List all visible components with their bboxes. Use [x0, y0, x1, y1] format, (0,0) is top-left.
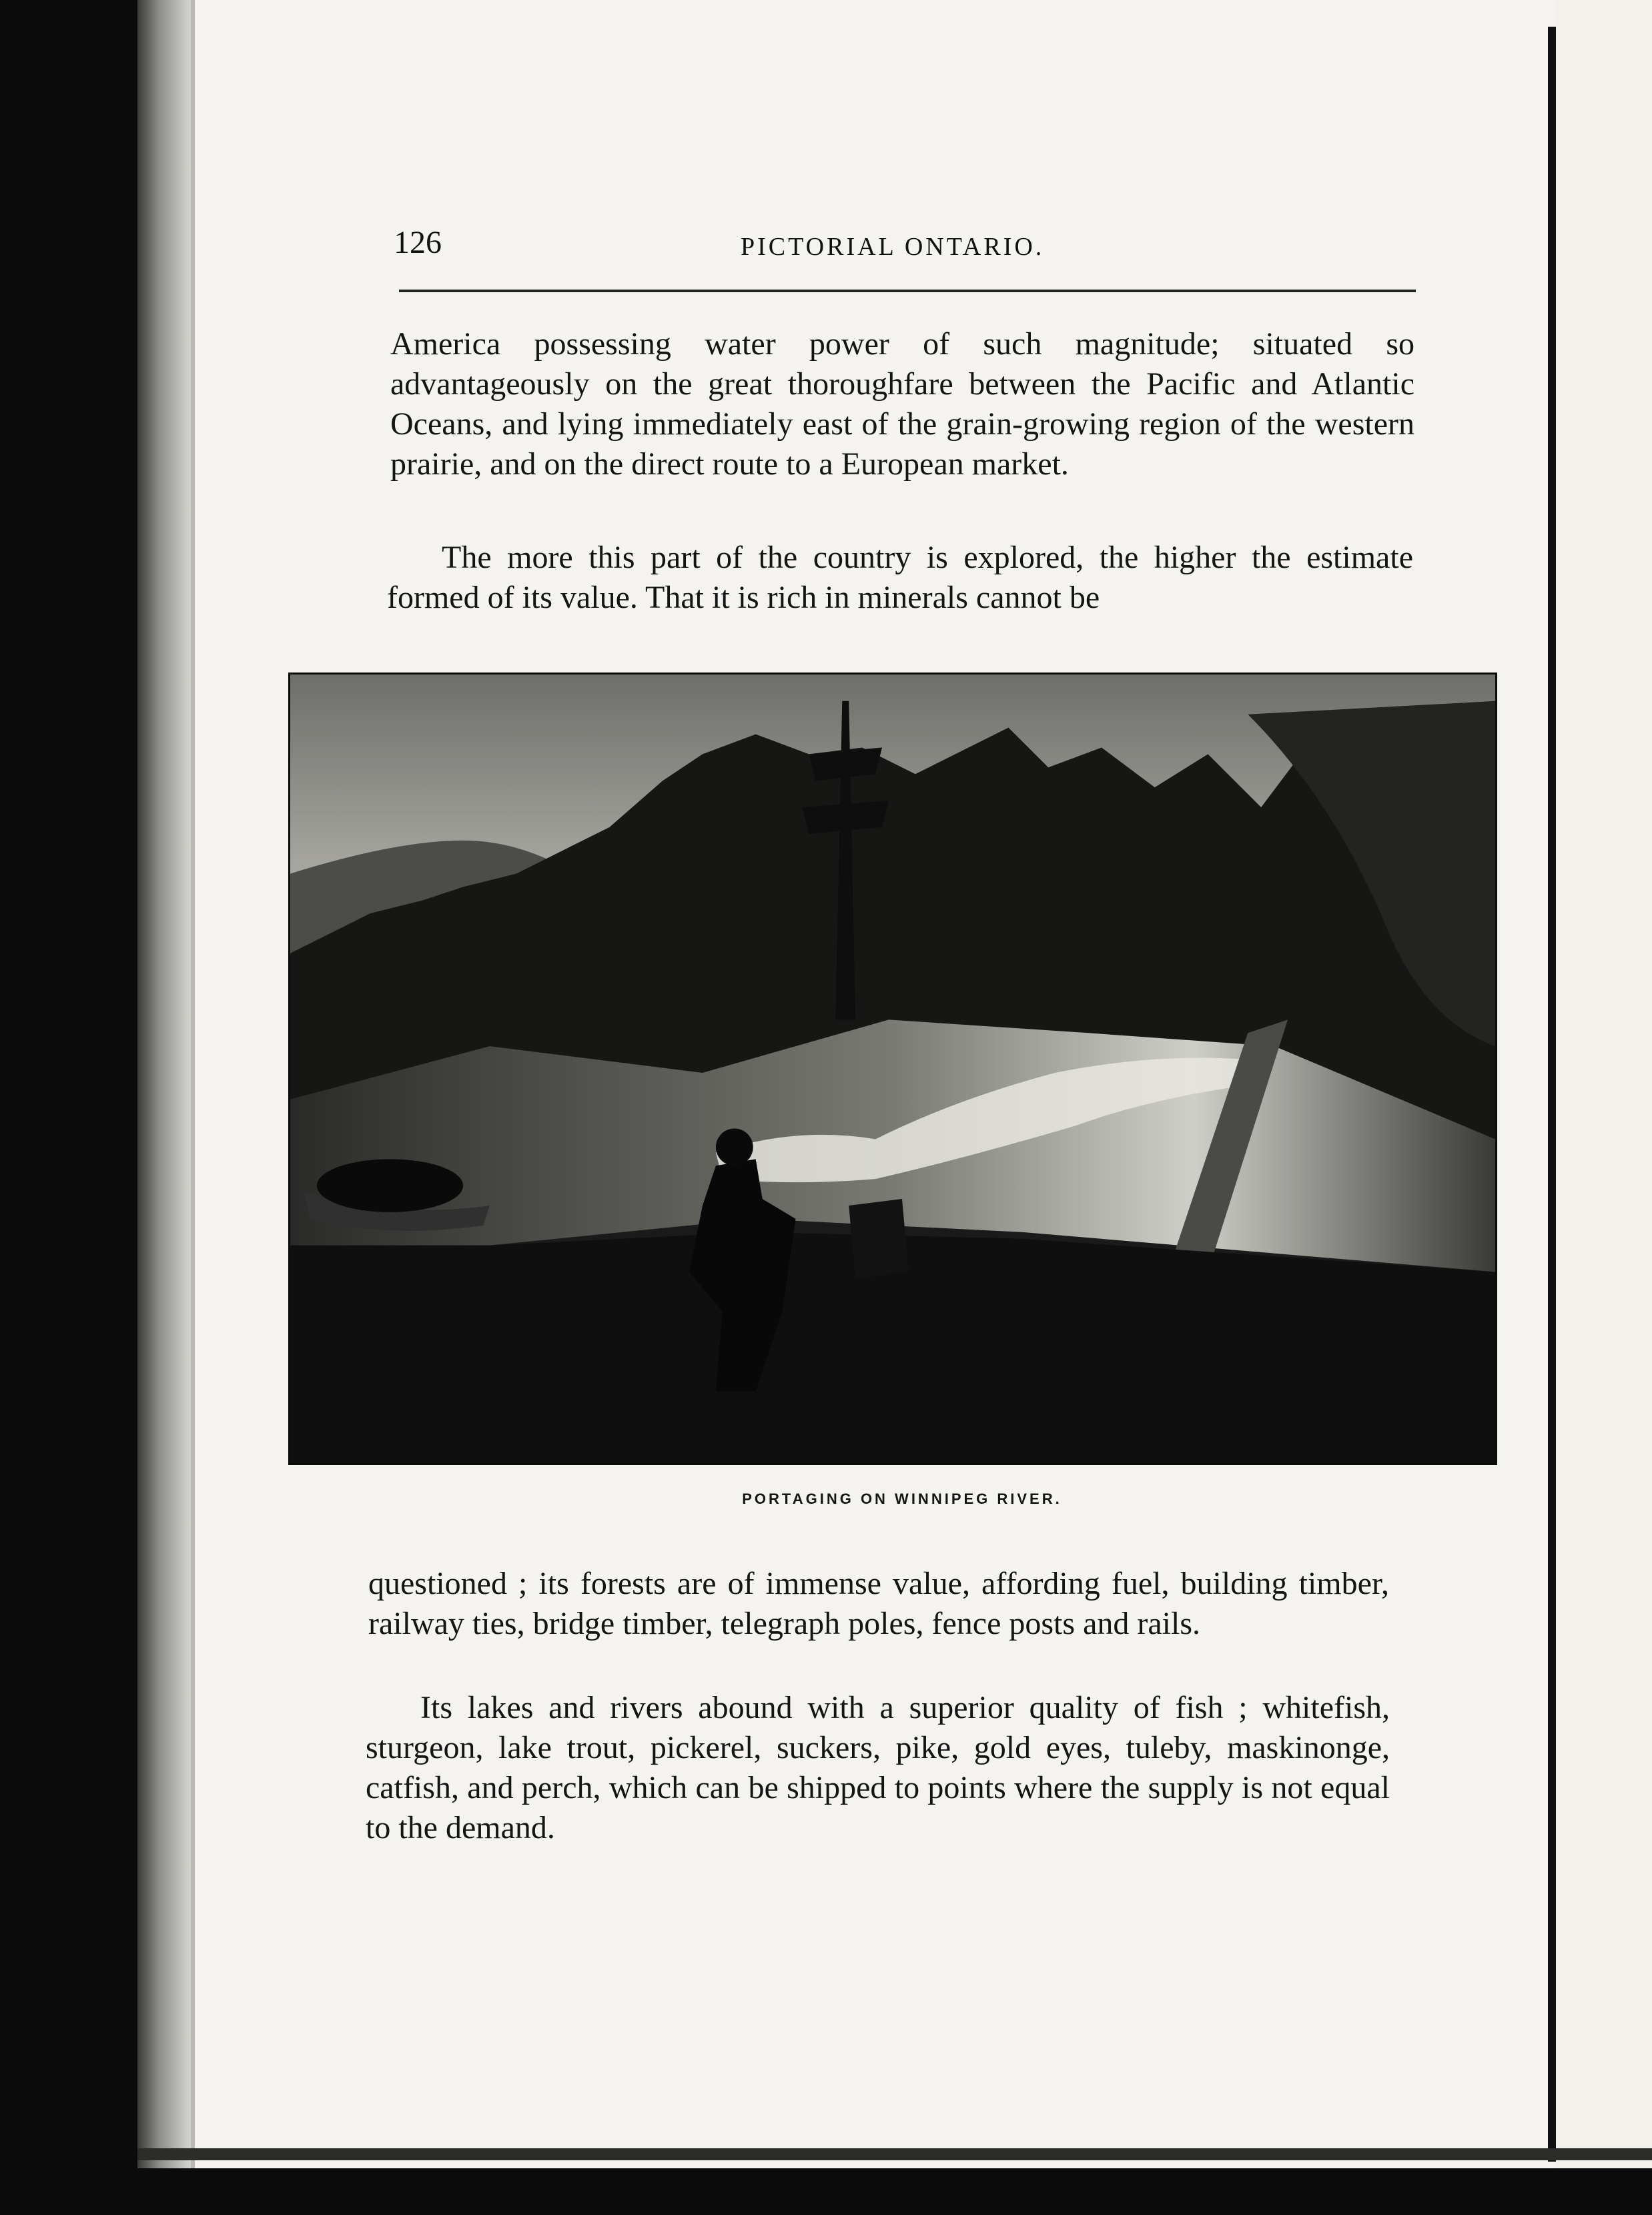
- engraving-drawing: [290, 675, 1495, 1463]
- body-paragraph-1: America possessing water power of such magnitude; situated so advantageously on the great thoroughfare between the Pacific and Atlantic Oceans, and lying immediately east of the grain-growing region of the western prairie, and on the direct route to a European market.: [390, 326, 1414, 482]
- facing-page-edge: [1556, 0, 1652, 2168]
- book-spine: [137, 0, 191, 2168]
- page-bottom-edge: [137, 2148, 1652, 2160]
- header-rule: [399, 290, 1416, 292]
- page-inner-edge: [191, 0, 195, 2168]
- body-paragraph-3: questioned ; its forests are of immense value, affording fuel, building timber, railway ties, bridge timber, telegraph poles, fence posts and rails.: [368, 1566, 1389, 1641]
- body-paragraph-4: Its lakes and rivers abound with a superior quality of fish ; whitefish, sturgeon, lake trout, pickerel, suckers, pike, gold eyes, tuleby, maskinonge, catfish, and perch, which can be shipped to points where the supply is not equal to the demand.: [366, 1690, 1390, 1845]
- pack-bundle: [849, 1199, 909, 1278]
- page-header: [394, 224, 1421, 271]
- portager-head: [716, 1129, 753, 1166]
- illustration-caption: PORTAGING ON WINNIPEG RIVER.: [742, 1490, 1062, 1507]
- seated-figures: [317, 1159, 463, 1212]
- river-engraving-illustration: [288, 673, 1497, 1465]
- running-title: PICTORIAL ONTARIO.: [741, 233, 1045, 261]
- page-right-fold: [1548, 27, 1556, 2162]
- body-paragraph-2: The more this part of the country is explored, the higher the estimate formed of its value. That it is rich in minerals cannot be: [387, 540, 1413, 615]
- page-number: 126: [394, 225, 442, 260]
